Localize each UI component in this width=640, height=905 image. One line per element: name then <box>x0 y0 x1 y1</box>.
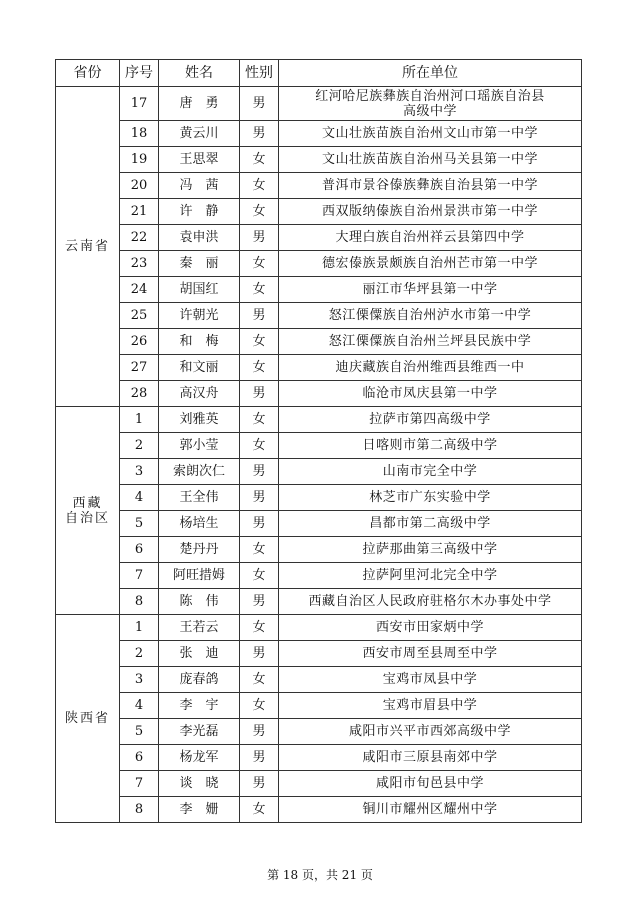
gender-cell: 男 <box>240 511 279 537</box>
gender-cell: 男 <box>240 589 279 615</box>
header-gender: 性别 <box>240 60 279 87</box>
gender-cell: 男 <box>240 303 279 329</box>
province-label: 自治区 <box>64 510 110 526</box>
index-cell: 6 <box>120 537 159 563</box>
index-cell: 20 <box>120 173 159 199</box>
index-cell: 8 <box>120 797 159 823</box>
unit-line: 迪庆藏族自治州维西县维西一中 <box>335 360 525 375</box>
unit-cell <box>279 745 582 771</box>
index-cell: 26 <box>120 329 159 355</box>
index-cell: 25 <box>120 303 159 329</box>
table-row <box>56 511 582 537</box>
header-index: 序号 <box>120 60 159 87</box>
unit-cell <box>279 355 582 381</box>
unit-line: 林芝市广东实验中学 <box>369 490 491 505</box>
unit-line: 西安市周至县周至中学 <box>362 646 498 661</box>
unit-line: 丽江市华坪县第一中学 <box>362 282 498 297</box>
table-row <box>56 355 582 381</box>
name-cell: 郭小莹 <box>159 433 240 459</box>
unit-cell <box>279 87 582 121</box>
gender-cell: 女 <box>240 615 279 641</box>
province-label: 云南省 <box>64 239 110 254</box>
unit-line: 西藏自治区人民政府驻格尔木办事处中学 <box>308 594 552 609</box>
name-cell: 黄云川 <box>159 121 240 147</box>
table-row <box>56 667 582 693</box>
table-row <box>56 407 582 433</box>
table-row <box>56 745 582 771</box>
unit-cell <box>279 641 582 667</box>
name-cell: 庞春鸽 <box>159 667 240 693</box>
table-row <box>56 381 582 407</box>
name-cell: 许朝光 <box>159 303 240 329</box>
unit-cell <box>279 719 582 745</box>
index-cell: 22 <box>120 225 159 251</box>
gender-cell: 男 <box>240 381 279 407</box>
index-cell: 24 <box>120 277 159 303</box>
header-row <box>56 60 582 87</box>
table-row <box>56 251 582 277</box>
index-cell: 5 <box>120 719 159 745</box>
table-row <box>56 459 582 485</box>
index-cell: 7 <box>120 771 159 797</box>
gender-cell: 女 <box>240 797 279 823</box>
province-cell <box>56 87 120 407</box>
unit-line: 德宏傣族景颇族自治州芒市第一中学 <box>321 256 538 271</box>
index-cell: 6 <box>120 745 159 771</box>
unit-cell <box>279 433 582 459</box>
unit-cell <box>279 277 582 303</box>
name-cell: 冯 茜 <box>159 173 240 199</box>
index-cell: 2 <box>120 641 159 667</box>
index-cell: 27 <box>120 355 159 381</box>
index-cell: 23 <box>120 251 159 277</box>
unit-line: 咸阳市三原县南郊中学 <box>362 750 498 765</box>
index-cell: 19 <box>120 147 159 173</box>
name-cell: 和 梅 <box>159 329 240 355</box>
name-cell: 李 宇 <box>159 693 240 719</box>
index-cell: 2 <box>120 433 159 459</box>
table-row <box>56 771 582 797</box>
index-cell: 18 <box>120 121 159 147</box>
table-row <box>56 147 582 173</box>
name-cell: 张 迪 <box>159 641 240 667</box>
gender-cell: 男 <box>240 87 279 121</box>
name-cell: 王若云 <box>159 615 240 641</box>
name-cell: 李 姗 <box>159 797 240 823</box>
table-row <box>56 537 582 563</box>
table-row <box>56 589 582 615</box>
table-row <box>56 719 582 745</box>
name-cell: 楚丹丹 <box>159 537 240 563</box>
name-cell: 谈 晓 <box>159 771 240 797</box>
unit-line: 红河哈尼族彝族自治州河口瑶族自治县 <box>315 88 545 104</box>
gender-cell: 女 <box>240 693 279 719</box>
gender-cell: 男 <box>240 719 279 745</box>
unit-cell <box>279 537 582 563</box>
table-row <box>56 615 582 641</box>
table-row <box>56 641 582 667</box>
gender-cell: 男 <box>240 121 279 147</box>
gender-cell: 男 <box>240 225 279 251</box>
table-row <box>56 485 582 511</box>
gender-cell: 女 <box>240 173 279 199</box>
table-row <box>56 277 582 303</box>
unit-cell <box>279 147 582 173</box>
name-cell: 索朗次仁 <box>159 459 240 485</box>
table-row <box>56 797 582 823</box>
index-cell: 4 <box>120 693 159 719</box>
unit-line: 高级中学 <box>402 103 457 119</box>
name-cell: 王全伟 <box>159 485 240 511</box>
name-cell: 杨龙军 <box>159 745 240 771</box>
unit-cell <box>279 329 582 355</box>
province-label: 西藏 <box>72 495 103 511</box>
table-row <box>56 329 582 355</box>
unit-cell <box>279 225 582 251</box>
name-cell: 刘雅英 <box>159 407 240 433</box>
unit-cell <box>279 667 582 693</box>
table-row <box>56 693 582 719</box>
index-cell: 28 <box>120 381 159 407</box>
index-cell: 3 <box>120 667 159 693</box>
unit-line: 日喀则市第二高级中学 <box>362 438 498 453</box>
unit-line: 怒江傈僳族自治州泸水市第一中学 <box>328 308 532 323</box>
unit-cell <box>279 121 582 147</box>
unit-line: 拉萨那曲第三高级中学 <box>362 542 498 557</box>
unit-cell <box>279 407 582 433</box>
index-cell: 3 <box>120 459 159 485</box>
index-cell: 8 <box>120 589 159 615</box>
unit-cell <box>279 303 582 329</box>
unit-line: 拉萨市第四高级中学 <box>369 412 491 427</box>
unit-line: 山南市完全中学 <box>382 464 478 479</box>
unit-line: 文山壮族苗族自治州文山市第一中学 <box>321 126 538 141</box>
table-row <box>56 303 582 329</box>
unit-cell <box>279 381 582 407</box>
unit-line: 文山壮族苗族自治州马关县第一中学 <box>321 152 538 167</box>
name-cell: 袁申洪 <box>159 225 240 251</box>
table-row <box>56 433 582 459</box>
gender-cell: 女 <box>240 329 279 355</box>
gender-cell: 女 <box>240 537 279 563</box>
gender-cell: 男 <box>240 771 279 797</box>
unit-line: 昌都市第二高级中学 <box>369 516 491 531</box>
table-row <box>56 199 582 225</box>
table-row <box>56 87 582 121</box>
unit-line: 宝鸡市凤县中学 <box>382 672 478 687</box>
index-cell: 5 <box>120 511 159 537</box>
gender-cell: 女 <box>240 355 279 381</box>
roster-body <box>56 87 582 823</box>
unit-cell <box>279 589 582 615</box>
name-cell: 杨培生 <box>159 511 240 537</box>
name-cell: 秦 丽 <box>159 251 240 277</box>
province-cell <box>56 615 120 823</box>
index-cell: 1 <box>120 407 159 433</box>
name-cell: 阿旺措姆 <box>159 563 240 589</box>
unit-line: 大理白族自治州祥云县第四中学 <box>335 230 525 245</box>
gender-cell: 男 <box>240 459 279 485</box>
page-footer: 第 18 页，共 21 页 <box>267 868 373 882</box>
name-cell: 和文丽 <box>159 355 240 381</box>
gender-cell: 女 <box>240 433 279 459</box>
unit-line: 西双版纳傣族自治州景洪市第一中学 <box>321 204 538 219</box>
unit-cell <box>279 511 582 537</box>
name-cell: 许 静 <box>159 199 240 225</box>
unit-line: 宝鸡市眉县中学 <box>382 698 478 713</box>
unit-cell <box>279 693 582 719</box>
index-cell: 21 <box>120 199 159 225</box>
gender-cell: 女 <box>240 563 279 589</box>
name-cell: 陈 伟 <box>159 589 240 615</box>
index-cell: 7 <box>120 563 159 589</box>
index-cell: 1 <box>120 615 159 641</box>
gender-cell: 男 <box>240 745 279 771</box>
province-cell <box>56 407 120 615</box>
unit-line: 临沧市凤庆县第一中学 <box>362 386 498 401</box>
province-label: 陕西省 <box>64 711 110 726</box>
name-cell: 高汉舟 <box>159 381 240 407</box>
unit-cell <box>279 173 582 199</box>
unit-cell <box>279 771 582 797</box>
table-row <box>56 225 582 251</box>
unit-cell <box>279 251 582 277</box>
header-name: 姓名 <box>159 60 240 87</box>
unit-cell <box>279 459 582 485</box>
header-province: 省份 <box>56 60 120 87</box>
unit-cell <box>279 797 582 823</box>
gender-cell: 男 <box>240 485 279 511</box>
table-row <box>56 563 582 589</box>
unit-cell <box>279 563 582 589</box>
unit-line: 咸阳市旬邑县中学 <box>375 776 484 791</box>
unit-line: 普洱市景谷傣族彝族自治县第一中学 <box>321 178 538 193</box>
unit-line: 西安市田家炳中学 <box>375 620 484 635</box>
gender-cell: 女 <box>240 667 279 693</box>
name-cell: 李光磊 <box>159 719 240 745</box>
name-cell: 唐 勇 <box>159 87 240 121</box>
gender-cell: 女 <box>240 147 279 173</box>
unit-line: 咸阳市兴平市西郊高级中学 <box>348 724 511 739</box>
name-cell: 胡国红 <box>159 277 240 303</box>
index-cell: 4 <box>120 485 159 511</box>
name-cell: 王思翠 <box>159 147 240 173</box>
index-cell: 17 <box>120 87 159 121</box>
unit-line: 怒江傈僳族自治州兰坪县民族中学 <box>328 334 532 349</box>
unit-cell <box>279 485 582 511</box>
gender-cell: 男 <box>240 641 279 667</box>
unit-cell <box>279 199 582 225</box>
unit-cell <box>279 615 582 641</box>
table-row <box>56 121 582 147</box>
gender-cell: 女 <box>240 251 279 277</box>
unit-line: 铜川市耀州区耀州中学 <box>362 802 498 817</box>
header-unit: 所在单位 <box>279 60 582 87</box>
roster-table <box>55 59 582 823</box>
gender-cell: 女 <box>240 407 279 433</box>
gender-cell: 女 <box>240 199 279 225</box>
gender-cell: 女 <box>240 277 279 303</box>
unit-line: 拉萨阿里河北完全中学 <box>362 568 498 583</box>
table-row <box>56 173 582 199</box>
